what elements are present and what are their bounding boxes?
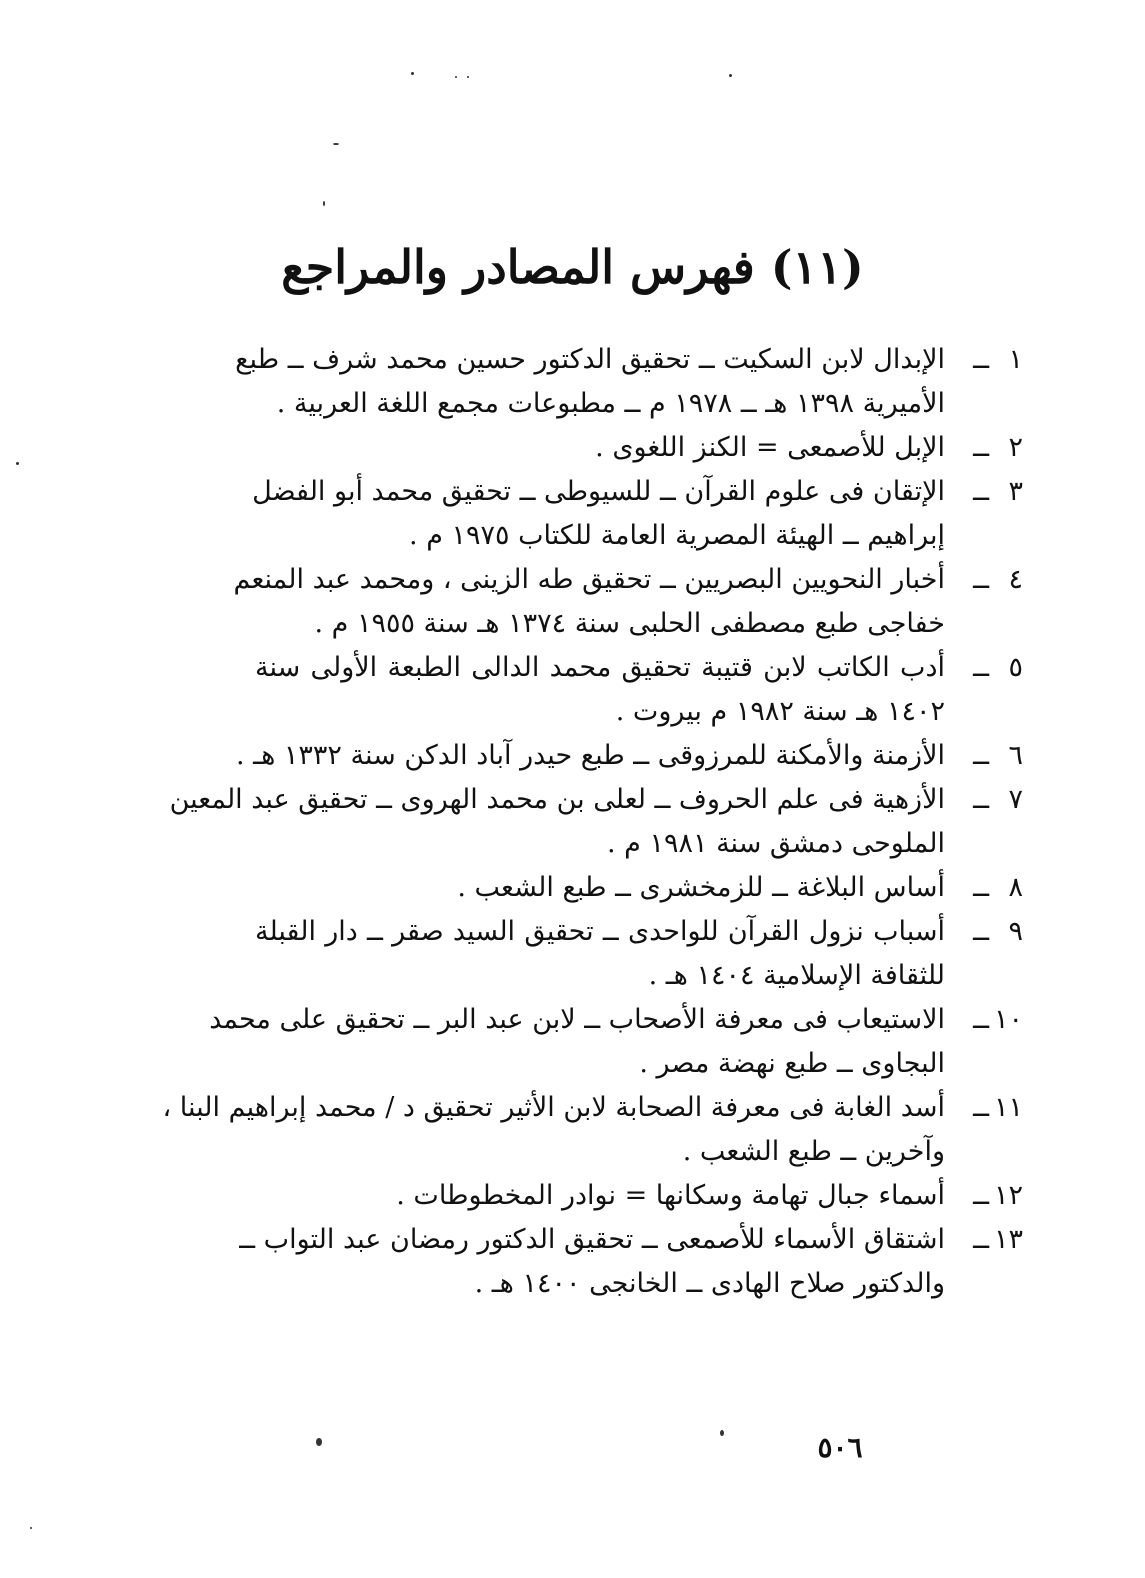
reference-entry	[255, 910, 1023, 998]
entry-text-line: وآخرين ــ طبع الشعب .	[682, 1136, 945, 1167]
scan-speck	[720, 1430, 724, 1436]
scan-speck	[411, 72, 414, 75]
entry-number: ٦	[1008, 740, 1023, 771]
entry-text-line: الأميرية ١٣٩٨ هـ ــ ١٩٧٨ م ــ مطبوعات مجمع اللغة العربية .	[276, 388, 945, 419]
reference-entry	[255, 426, 1023, 470]
entry-text-line: الأزهية فى علم الحروف ــ لعلى بن محمد الهروى ــ تحقيق عبد المعين	[169, 784, 945, 815]
reference-entry	[235, 338, 1023, 426]
entry-dash: ــ	[973, 344, 989, 375]
entry-dash: ــ	[973, 1180, 989, 1211]
entry-text-line: أخبار النحويين البصريين ــ تحقيق طه الزينى ، ومحمد عبد المنعم	[233, 564, 945, 595]
entry-dash: ــ	[973, 652, 989, 683]
entry-text-line: الاستيعاب فى معرفة الأصحاب ــ لابن عبد البر ــ تحقيق على محمد	[209, 1004, 945, 1035]
reference-entry	[169, 778, 1023, 866]
entry-dash: ــ	[973, 740, 989, 771]
entry-text-line: للثقافة الإسلامية ١٤٠٤ هـ .	[648, 960, 945, 991]
scan-speck	[30, 1527, 32, 1529]
page-number: ٥٠٦	[817, 1431, 863, 1464]
entry-text-line: أسماء جبال تهامة وسكانها = نوادر المخطوطات .	[396, 1180, 945, 1211]
entry-text-line: أدب الكاتب لابن قتيبة تحقيق محمد الدالى الطبعة الأولى سنة	[255, 652, 945, 683]
entry-number: ١١	[993, 1092, 1023, 1123]
entry-dash: ــ	[973, 1224, 989, 1255]
entry-number: ٨	[1008, 872, 1023, 903]
entry-number: ٩	[1008, 916, 1023, 947]
entry-dash: ــ	[973, 476, 989, 507]
entry-number: ١	[1008, 344, 1023, 375]
entry-text-line: أسباب نزول القرآن للواحدى ــ تحقيق السيد صقر ــ دار القبلة	[255, 916, 945, 947]
entry-dash: ــ	[973, 916, 989, 947]
entry-text-line: ١٤٠٢ هـ سنة ١٩٨٢ م بيروت .	[615, 696, 945, 727]
entry-number: ٣	[1008, 476, 1023, 507]
scan-speck	[316, 1438, 322, 1446]
references-list	[162, 338, 1023, 1306]
entry-text-line: الملوحى دمشق سنة ١٩٨١ م .	[607, 828, 945, 859]
entry-number: ٥	[1008, 652, 1023, 683]
reference-entry	[255, 866, 1023, 910]
entry-dash: ــ	[973, 432, 989, 463]
entry-number: ١٠	[993, 1004, 1023, 1035]
reference-entry	[239, 1218, 1023, 1306]
entry-dash: ــ	[973, 872, 989, 903]
reference-entry	[233, 558, 1023, 646]
entry-text-line: والدكتور صلاح الهادى ــ الخانجى ١٤٠٠ هـ .	[474, 1268, 945, 1299]
entry-text-line: الإبدال لابن السكيت ــ تحقيق الدكتور حسين محمد شرف ــ طبع	[235, 344, 945, 375]
entry-number: ١٣	[993, 1224, 1023, 1255]
scan-speck	[467, 76, 469, 78]
entry-dash: ــ	[973, 1092, 989, 1123]
entry-number: ٧	[1008, 784, 1023, 815]
entry-text-line: الإبل للأصمعى = الكنز اللغوى .	[595, 432, 945, 463]
entry-number: ٢	[1008, 432, 1023, 463]
entry-dash: ــ	[973, 1004, 989, 1035]
entry-text-line: إبراهيم ــ الهيئة المصرية العامة للكتاب ١٩٧٥ م .	[409, 520, 945, 551]
reference-entry	[252, 470, 1023, 558]
scan-speck	[16, 462, 19, 465]
reference-entry	[236, 734, 1023, 778]
scan-speck	[333, 143, 339, 145]
reference-entry	[162, 1086, 1023, 1174]
scan-speck	[455, 76, 457, 78]
entry-text-line: الأزمنة والأمكنة للمرزوقى ــ طبع حيدر آباد الدكن سنة ١٣٣٢ هـ .	[236, 740, 945, 771]
reference-entry	[209, 998, 1023, 1086]
entry-text-line: الإتقان فى علوم القرآن ــ للسيوطى ــ تحقيق محمد أبو الفضل	[252, 476, 945, 507]
entry-dash: ــ	[973, 784, 989, 815]
scan-speck	[729, 74, 732, 77]
scan-speck	[323, 201, 325, 206]
entry-text-line: أساس البلاغة ــ للزمخشرى ــ طبع الشعب .	[457, 872, 945, 903]
reference-entry	[255, 1174, 1023, 1218]
entry-text-line: أسد الغابة فى معرفة الصحابة لابن الأثير تحقيق د / محمد إبراهيم البنا ،	[162, 1092, 945, 1123]
reference-entry	[255, 646, 1023, 734]
entry-dash: ــ	[973, 564, 989, 595]
page-title: (١١) فهرس المصادر والمراجع	[281, 240, 864, 294]
entry-number: ١٢	[993, 1180, 1023, 1211]
entry-text-line: البجاوى ــ طبع نهضة مصر .	[639, 1048, 945, 1079]
entry-text-line: خفاجى طبع مصطفى الحلبى سنة ١٣٧٤ هـ سنة ١٩٥٥ م .	[314, 608, 945, 639]
entry-number: ٤	[1008, 564, 1023, 595]
entry-text-line: اشتقاق الأسماء للأصمعى ــ تحقيق الدكتور رمضان عبد التواب ــ	[239, 1224, 945, 1255]
